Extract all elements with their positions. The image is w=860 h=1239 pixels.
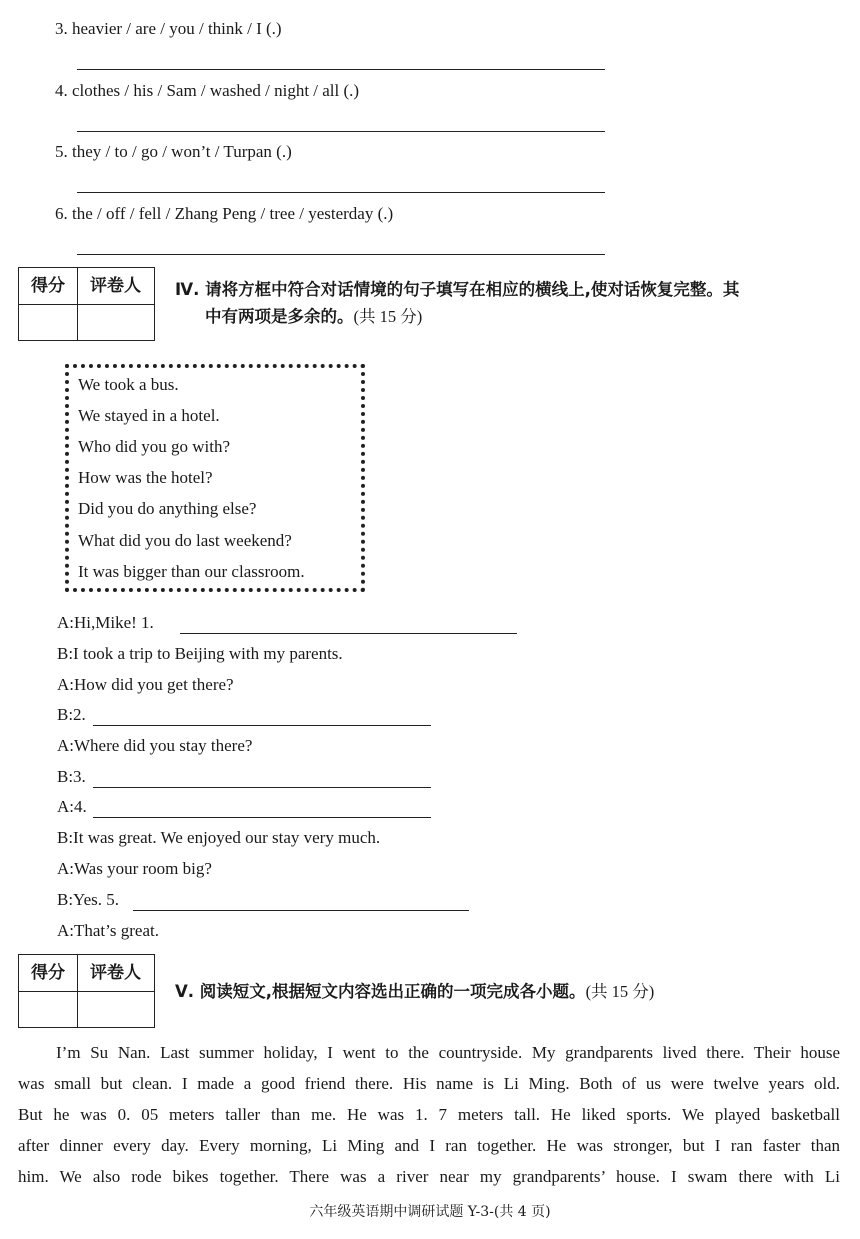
dialogue-line-8: B:It was great. We enjoyed our stay very much. [57,828,381,847]
dialogue-line-4: B:2. [57,705,86,724]
section-5-title-main: Ⅴ. 阅读短文,根据短文内容选出正确的一项完成各小题。 [175,982,586,1001]
question-6: 6. the / off / fell / Zhang Peng / tree / yesterday (.) [55,204,394,223]
blank-4[interactable] [93,817,431,818]
blank-1[interactable] [180,633,517,634]
section-4-title-line2: 中有两项是多余的。 [205,307,354,326]
dialogue-line-7: A:4. [57,797,87,816]
passage-line: was small but clean. I made a good friend there. His name is Li Ming. Both of us were twelve years old. [18,1074,840,1093]
option-item: How was the hotel? [78,468,213,487]
section-4-title [175,276,845,330]
dialogue-line-6: B:3. [57,767,86,786]
section-4-title-line1: Ⅳ. 请将方框中符合对话情境的句子填写在相应的横线上,使对话恢复完整。其 [175,280,740,299]
dialogue-line-2: B:I took a trip to Beijing with my parents. [57,644,343,663]
grader-label: 评卷人 [90,963,141,983]
dialogue-line-10: B:Yes. 5. [57,890,120,909]
reading-passage [18,1037,840,1192]
grader-label: 评卷人 [90,276,141,296]
score-box-section-5 [18,954,155,1028]
section-4-points: (共 15 分) [353,307,423,326]
question-5: 5. they / to / go / won’t / Turpan (.) [55,142,292,161]
blank-2[interactable] [93,725,431,726]
page-footer: 六年级英语期中调研试题 Y-3-(共 4 页) [309,1204,551,1220]
passage-line: I’m Su Nan. Last summer holiday, I went to the countryside. My grandparents lived there. Their house [56,1043,840,1062]
question-4: 4. clothes / his / Sam / washed / night / all (.) [55,81,360,100]
score-label: 得分 [31,276,65,296]
option-item: It was bigger than our classroom. [78,562,305,581]
dialogue-line-9: A:Was your room big? [57,859,212,878]
option-item: Who did you go with? [78,437,231,456]
score-label: 得分 [31,963,65,983]
answer-line-6[interactable] [77,254,605,255]
blank-5[interactable] [133,910,469,911]
passage-line: him. We also rode bikes together. There was a river near my grandparents’ house. I swam there with Li [18,1167,840,1186]
dialogue-line-1: A:Hi,Mike! 1. [57,613,154,632]
passage-line: after dinner every day. Every morning, Li Ming and I ran together. He was stronger, but I ran faster than [18,1136,840,1155]
dialogue-line-11: A:That’s great. [57,921,159,940]
question-3: 3. heavier / are / you / think / I (.) [55,19,282,38]
option-item: What did you do last weekend? [78,531,292,550]
option-item: Did you do anything else? [78,499,257,518]
section-5-title [175,978,654,1005]
section-5-points: (共 15 分) [585,982,655,1001]
blank-3[interactable] [93,787,431,788]
answer-line-4[interactable] [77,131,605,132]
passage-line: But he was 0. 05 meters taller than me. He was 1. 7 meters tall. He liked sports. We played basketball [18,1105,840,1124]
score-box-section-4 [18,267,155,341]
option-item: We took a bus. [78,375,179,394]
dialogue-line-5: A:Where did you stay there? [57,736,253,755]
answer-line-3[interactable] [77,69,605,70]
option-item: We stayed in a hotel. [78,406,220,425]
answer-line-5[interactable] [77,192,605,193]
dialogue-line-3: A:How did you get there? [57,675,234,694]
